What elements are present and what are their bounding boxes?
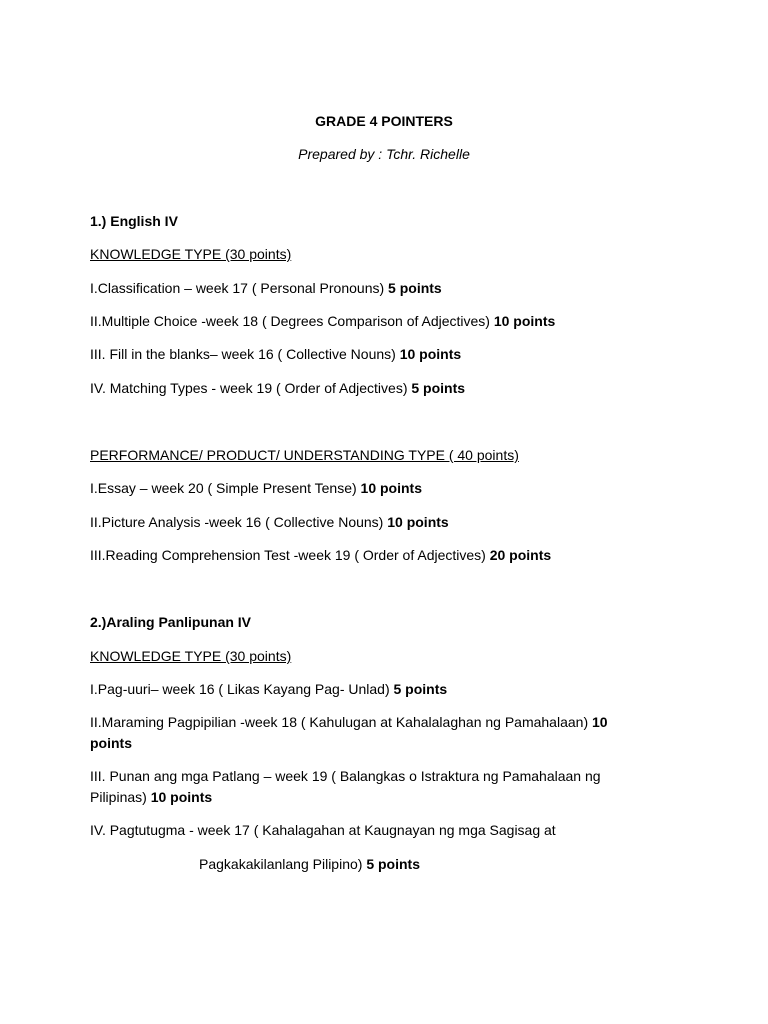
item-text: IV. Pagtutugma - week 17 ( Kahalagahan at Kaugnayan ng mga Sagisag at — [90, 822, 556, 838]
item-text: II.Picture Analysis -week 16 ( Collective Nouns) — [90, 514, 388, 530]
list-item — [90, 712, 650, 754]
list-item — [90, 766, 650, 808]
item-text: III.Reading Comprehension Test -week 19 ( Order of Adjectives) — [90, 547, 490, 563]
item-text: IV. Matching Types - week 19 ( Order of Adjectives) — [90, 380, 412, 396]
item-points: 5 points — [411, 380, 466, 396]
item-points: 10 points — [150, 789, 213, 805]
item-points: 5 points — [393, 681, 448, 697]
item-points: 10 points — [399, 346, 462, 362]
section-heading-english: 1.) English IV — [90, 213, 178, 229]
item-points: 10 points — [360, 480, 423, 496]
item-points: 5 points — [366, 856, 420, 872]
document-title: GRADE 4 POINTERS — [315, 113, 453, 129]
list-item — [90, 822, 556, 839]
item-points: 10 points — [387, 514, 449, 530]
item-text: II.Multiple Choice -week 18 ( Degrees Comparison of Adjectives) — [90, 313, 494, 329]
item-text: III. Fill in the blanks– week 16 ( Collective Nouns) — [90, 346, 400, 362]
item-points: 10 points — [493, 313, 556, 329]
list-item — [90, 380, 465, 397]
item-points: 10 points — [90, 714, 608, 751]
prepared-by: Prepared by : Tchr. Richelle — [298, 146, 470, 162]
item-text: I.Essay – week 20 ( Simple Present Tense) — [90, 480, 361, 496]
list-item — [90, 681, 447, 698]
list-item — [90, 480, 422, 497]
item-text: Pagkakakilanlang Pilipino) — [199, 856, 367, 872]
section-heading-araling: 2.)Araling Panlipunan IV — [90, 614, 252, 630]
list-item — [90, 313, 555, 330]
item-points: 20 points — [489, 547, 552, 563]
araling-knowledge-heading: KNOWLEDGE TYPE (30 points) — [90, 648, 292, 664]
item-text: I.Classification – week 17 ( Personal Pronouns) — [90, 280, 389, 296]
list-item — [90, 280, 442, 297]
list-item-continuation — [199, 856, 420, 873]
item-points: 5 points — [388, 280, 442, 296]
english-knowledge-heading: KNOWLEDGE TYPE (30 points) — [90, 246, 292, 262]
item-text: II.Maraming Pagpipilian -week 18 ( Kahulugan at Kahalalaghan ng Pamahalaan) — [90, 714, 592, 730]
item-text: I.Pag-uuri– week 16 ( Likas Kayang Pag- Unlad) — [90, 681, 394, 697]
list-item — [90, 547, 551, 564]
english-performance-heading: PERFORMANCE/ PRODUCT/ UNDERSTANDING TYPE ( 40 points) — [90, 447, 519, 463]
item-text: III. Punan ang mga Patlang – week 19 ( Balangkas o Istraktura ng Pamahalaan ng Pilipinas) — [90, 768, 601, 805]
list-item — [90, 346, 461, 363]
list-item — [90, 514, 449, 531]
